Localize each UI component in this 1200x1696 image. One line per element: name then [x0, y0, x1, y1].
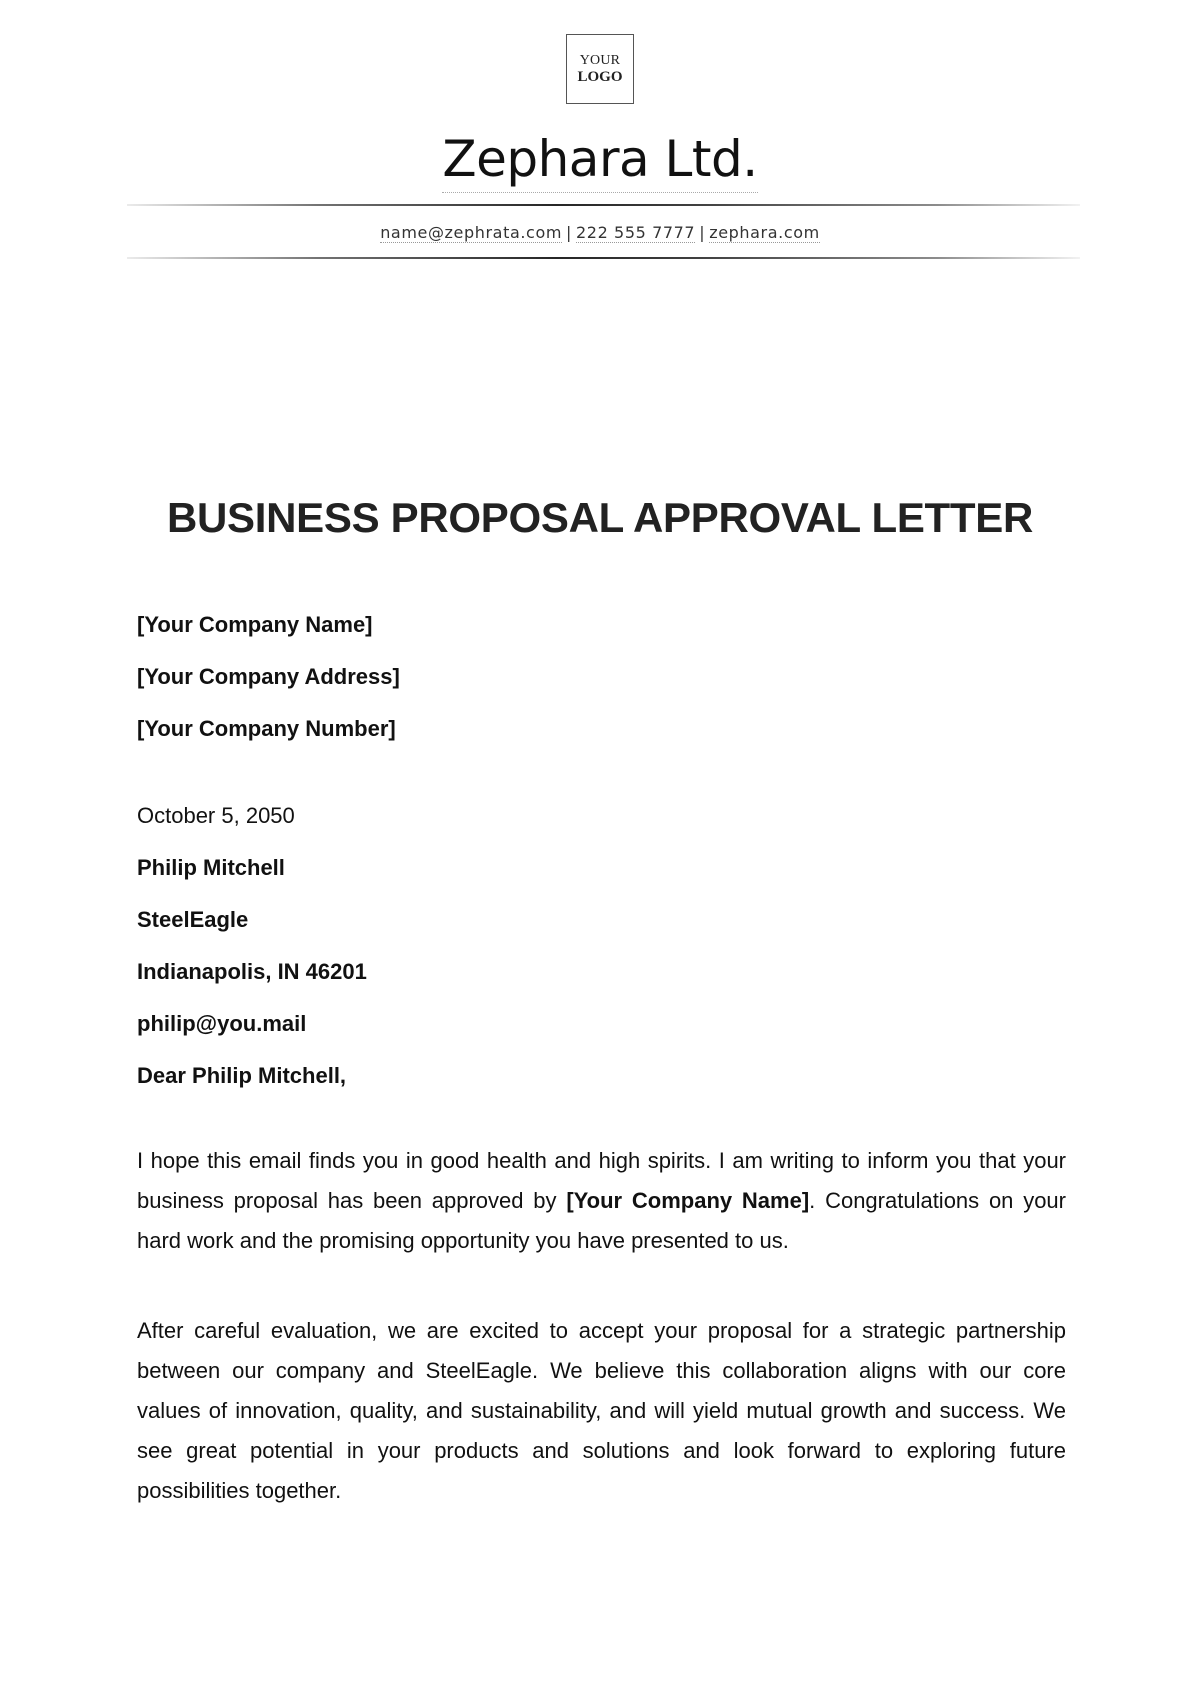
- contact-website-link[interactable]: zephara.com: [709, 223, 820, 242]
- company-name-heading: [0, 126, 1200, 193]
- letter-date: October 5, 2050: [137, 803, 295, 828]
- logo-placeholder: [566, 34, 634, 104]
- contact-phone-link[interactable]: 222 555 7777: [576, 223, 696, 242]
- recipient-address: Indianapolis, IN 46201: [137, 959, 367, 984]
- company-name-text: Zephara Ltd.: [442, 126, 757, 193]
- contact-email-link[interactable]: name@zephrata.com: [380, 223, 563, 242]
- paragraph-text: I hope this email finds you in good health and high spirits. I am writing to inform you that your business proposal has been approved by: [137, 1148, 1066, 1213]
- sender-company-address: [Your Company Address]: [137, 664, 400, 689]
- contact-separator: |: [566, 223, 573, 242]
- body-paragraph-2: After careful evaluation, we are excited to accept your proposal for a strategic partnership between our company and SteelEagle. We believe this collaboration aligns with our core values of innovation, quality, and sustainability, and will yield mutual growth and success. We see great potential in your products and solutions and look forward to exploring future possibilities together.: [137, 1318, 1066, 1503]
- logo-text-line2: LOGO: [577, 69, 623, 85]
- recipient-name: Philip Mitchell: [137, 855, 285, 880]
- recipient-email: philip@you.mail: [137, 1011, 307, 1036]
- contact-separator: |: [699, 223, 706, 242]
- header-divider-bottom: [127, 257, 1080, 259]
- salutation: Dear Philip Mitchell,: [137, 1063, 347, 1088]
- recipient-company: SteelEagle: [137, 907, 249, 932]
- sender-company-name: [Your Company Name]: [137, 612, 373, 637]
- contact-info: [0, 221, 1200, 245]
- company-name-placeholder: [Your Company Name]: [566, 1188, 810, 1213]
- paragraph-text: . Congratulations on your hard work and the promising opportunity you have presented to us.: [137, 1188, 1066, 1253]
- document-title: BUSINESS PROPOSAL APPROVAL LETTER: [166, 494, 1033, 541]
- logo-text-line1: YOUR: [579, 53, 621, 68]
- header-divider-top: [127, 204, 1080, 206]
- sender-company-number: [Your Company Number]: [137, 716, 396, 741]
- body-paragraph-1: [137, 1141, 1066, 1261]
